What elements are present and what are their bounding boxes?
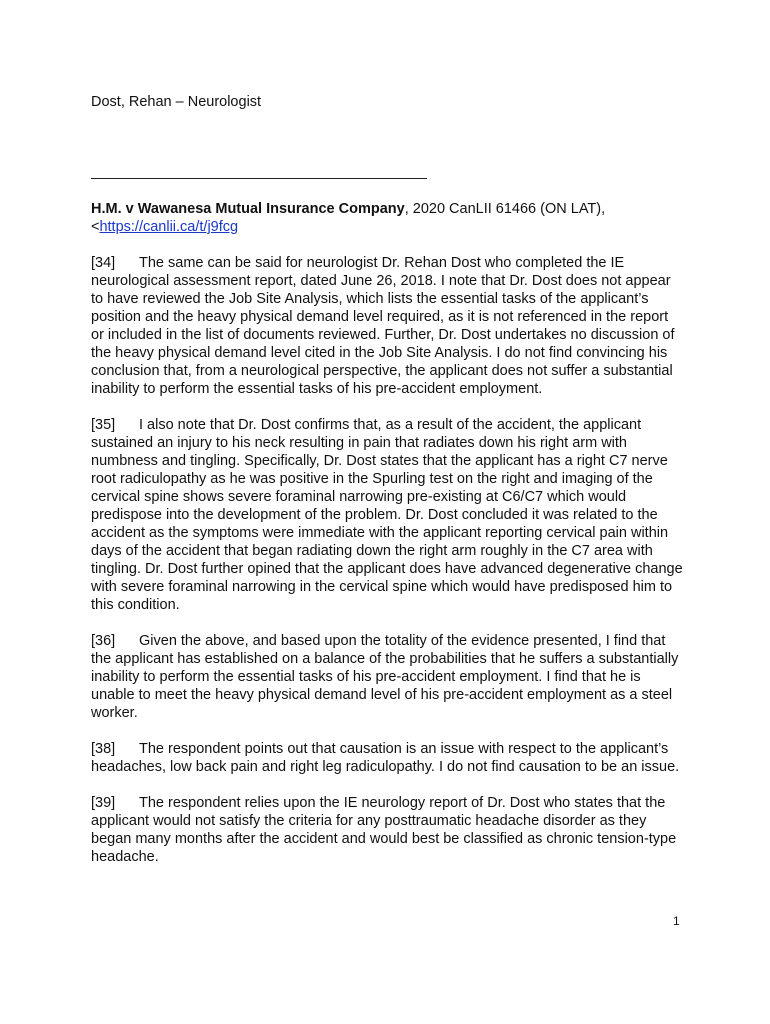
paragraph-38 [91, 740, 683, 776]
canlii-link[interactable]: https://canlii.ca/t/j9fcg [99, 219, 239, 235]
paragraph-36 [91, 632, 683, 722]
link-prefix: < [91, 219, 100, 235]
document-heading: Dost, Rehan – Neurologist [91, 94, 262, 110]
paragraph-number: [39] [91, 795, 116, 811]
horizontal-rule [91, 178, 427, 179]
paragraph-39 [91, 794, 683, 866]
case-citation-details: , 2020 CanLII 61466 (ON LAT), [404, 201, 606, 217]
page-number: 1 [673, 914, 680, 928]
paragraph-35 [91, 416, 683, 614]
paragraph-number: [35] [91, 417, 116, 433]
paragraph-number: [36] [91, 633, 116, 649]
case-citation [91, 200, 683, 236]
paragraph-text: I also note that Dr. Dost confirms that, as a result of the accident, the applicant sustained an injury to his neck resulting in pain that radiates down his right arm with numbness and tingling. Specifically, Dr. Dost states that the applicant has a right C7 nerve root radiculopathy as he was positive in the Spurling test on the right and imaging of the cervical spine shows severe foraminal narrowing pre-existing at C6/C7 which would predispose into the development of the problem. Dr. Dost concluded it was related to the accident as the symptoms were immediate with the applicant reporting cervical pain within days of the accident that began radiating down the right arm roughly in the C7 area with tingling. Dr. Dost further opined that the applicant does have advanced degenerative change with severe foraminal narrowing in the cervical spine which would have predisposed him to this condition. [91, 417, 683, 613]
paragraph-34 [91, 254, 683, 398]
paragraph-text: The same can be said for neurologist Dr. Rehan Dost who completed the IE neurological assessment report, dated June 26, 2018. I note that Dr. Dost does not appear to have reviewed the Job Site Analysis, which lists the essential tasks of the applicant’s position and the heavy physical demand level required, as it is not referenced in the report or included in the list of documents reviewed. Further, Dr. Dost undertakes no discussion of the heavy physical demand level cited in the Job Site Analysis. I do not find convincing his conclusion that, from a neurological perspective, the applicant does not suffer a substantial inability to perform the essential tasks of his pre-accident employment. [91, 255, 675, 397]
paragraph-text: Given the above, and based upon the totality of the evidence presented, I find that the applicant has established on a balance of the probabilities that he suffers a substantially inability to perform the essential tasks of his pre-accident employment. I find that he is unable to meet the heavy physical demand level of his pre-accident employment as a steel worker. [91, 633, 679, 721]
paragraph-number: [38] [91, 741, 116, 757]
paragraph-text: The respondent points out that causation is an issue with respect to the applicant’s headaches, low back pain and right leg radiculopathy. I do not find causation to be an issue. [91, 741, 680, 775]
paragraph-number: [34] [91, 255, 116, 271]
document-body [91, 200, 683, 884]
case-name: H.M. v Wawanesa Mutual Insurance Company [91, 201, 405, 217]
paragraph-text: The respondent relies upon the IE neurology report of Dr. Dost who states that the applicant would not satisfy the criteria for any posttraumatic headache disorder as they began many months after the accident and would best be classified as chronic tension-type headache. [91, 795, 677, 865]
